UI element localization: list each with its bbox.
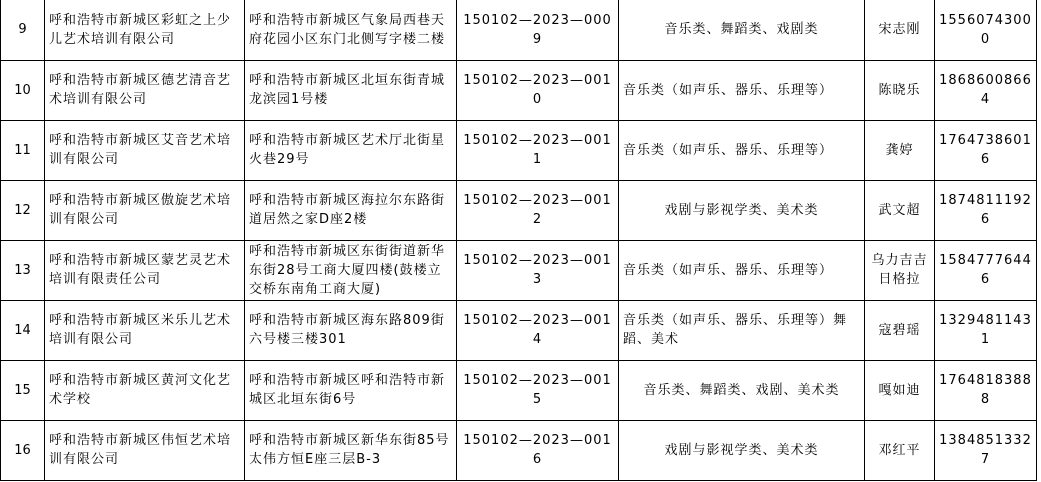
cell-institution-name[interactable]: 呼和浩特市新城区黄河文化艺术学校 bbox=[45, 360, 245, 420]
cell-license-number[interactable]: 150102—2023—0016 bbox=[457, 420, 619, 480]
cell-address[interactable]: 呼和浩特市新城区东街街道新华东街28号工商大厦四楼(鼓楼立交桥东南角工商大厦) bbox=[245, 240, 457, 300]
cell-training-scope[interactable]: 戏剧与影视学类、美术类 bbox=[619, 180, 865, 240]
cell-license-number[interactable]: 150102—2023—0014 bbox=[457, 300, 619, 360]
cell-training-scope[interactable]: 戏剧与影视学类、美术类 bbox=[619, 420, 865, 480]
cell-license-number[interactable]: 150102—2023—0013 bbox=[457, 240, 619, 300]
cell-license-number[interactable]: 150102—2023—0009 bbox=[457, 0, 619, 60]
cell-phone[interactable]: 17647386016 bbox=[935, 120, 1037, 180]
cell-number[interactable]: 14 bbox=[1, 300, 45, 360]
cell-legal-representative[interactable]: 武文超 bbox=[865, 180, 935, 240]
cell-training-scope[interactable]: 音乐类、舞蹈类、戏剧、美术类 bbox=[619, 360, 865, 420]
cell-phone[interactable]: 15560743000 bbox=[935, 0, 1037, 60]
cell-phone[interactable]: 13294811431 bbox=[935, 300, 1037, 360]
cell-phone[interactable]: 15847776446 bbox=[935, 240, 1037, 300]
table-row bbox=[1, 420, 1037, 480]
cell-number[interactable]: 11 bbox=[1, 120, 45, 180]
cell-address[interactable]: 呼和浩特市新城区气象局西巷天府花园小区东门北侧写字楼二楼 bbox=[245, 0, 457, 60]
cell-legal-representative[interactable]: 陈晓乐 bbox=[865, 60, 935, 120]
table-row bbox=[1, 300, 1037, 360]
cell-number[interactable]: 12 bbox=[1, 180, 45, 240]
cell-training-scope[interactable]: 音乐类、舞蹈类、戏剧类 bbox=[619, 0, 865, 60]
cell-address[interactable]: 呼和浩特市新城区北垣东街青城龙滨园1号楼 bbox=[245, 60, 457, 120]
cell-institution-name[interactable]: 呼和浩特市新城区米乐儿艺术培训有限公司 bbox=[45, 300, 245, 360]
cell-training-scope[interactable]: 音乐类（如声乐、器乐、乐理等） bbox=[619, 120, 865, 180]
table-row bbox=[1, 360, 1037, 420]
cell-number[interactable]: 9 bbox=[1, 0, 45, 60]
table-row bbox=[1, 120, 1037, 180]
cell-address[interactable]: 呼和浩特市新城区艺术厅北街星火巷29号 bbox=[245, 120, 457, 180]
cell-institution-name[interactable]: 呼和浩特市新城区傲旋艺术培训有限公司 bbox=[45, 180, 245, 240]
cell-training-scope[interactable]: 音乐类（如声乐、器乐、乐理等）舞蹈、美术 bbox=[619, 300, 865, 360]
cell-legal-representative[interactable]: 乌力吉吉日格拉 bbox=[865, 240, 935, 300]
cell-address[interactable]: 呼和浩特市新城区呼和浩特市新城区北垣东街6号 bbox=[245, 360, 457, 420]
table-row bbox=[1, 240, 1037, 300]
cell-number[interactable]: 15 bbox=[1, 360, 45, 420]
cell-institution-name[interactable]: 呼和浩特市新城区德艺清音艺术培训有限公司 bbox=[45, 60, 245, 120]
table-row bbox=[1, 0, 1037, 60]
cell-license-number[interactable]: 150102—2023—0011 bbox=[457, 120, 619, 180]
cell-number[interactable]: 10 bbox=[1, 60, 45, 120]
cell-phone[interactable]: 18748111926 bbox=[935, 180, 1037, 240]
cell-legal-representative[interactable]: 邓红平 bbox=[865, 420, 935, 480]
cell-legal-representative[interactable]: 寇碧瑶 bbox=[865, 300, 935, 360]
cell-license-number[interactable]: 150102—2023—0015 bbox=[457, 360, 619, 420]
cell-address[interactable]: 呼和浩特市新城区新华东街85号太伟方恒E座三层B-3 bbox=[245, 420, 457, 480]
cell-phone[interactable]: 17648183888 bbox=[935, 360, 1037, 420]
cell-phone[interactable]: 13848513327 bbox=[935, 420, 1037, 480]
cell-legal-representative[interactable]: 龚婷 bbox=[865, 120, 935, 180]
cell-license-number[interactable]: 150102—2023—0010 bbox=[457, 60, 619, 120]
cell-training-scope[interactable]: 音乐类（如声乐、器乐、乐理等） bbox=[619, 60, 865, 120]
cell-institution-name[interactable]: 呼和浩特市新城区彩虹之上少儿艺术培训有限公司 bbox=[45, 0, 245, 60]
cell-institution-name[interactable]: 呼和浩特市新城区艾音艺术培训有限公司 bbox=[45, 120, 245, 180]
table-row bbox=[1, 60, 1037, 120]
cell-legal-representative[interactable]: 嘎如迪 bbox=[865, 360, 935, 420]
cell-training-scope[interactable]: 音乐类（如声乐、器乐、乐理等） bbox=[619, 240, 865, 300]
cell-address[interactable]: 呼和浩特市新城区海拉尔东路街道居然之家D座2楼 bbox=[245, 180, 457, 240]
cell-license-number[interactable]: 150102—2023—0012 bbox=[457, 180, 619, 240]
cell-number[interactable]: 16 bbox=[1, 420, 45, 480]
cell-institution-name[interactable]: 呼和浩特市新城区伟恒艺术培训有限公司 bbox=[45, 420, 245, 480]
cell-number[interactable]: 13 bbox=[1, 240, 45, 300]
cell-address[interactable]: 呼和浩特市新城区海东路809街六号楼三楼301 bbox=[245, 300, 457, 360]
cell-institution-name[interactable]: 呼和浩特市新城区蒙艺灵艺术培训有限责任公司 bbox=[45, 240, 245, 300]
cell-legal-representative[interactable]: 宋志刚 bbox=[865, 0, 935, 60]
cell-phone[interactable]: 18686008664 bbox=[935, 60, 1037, 120]
table-row bbox=[1, 180, 1037, 240]
